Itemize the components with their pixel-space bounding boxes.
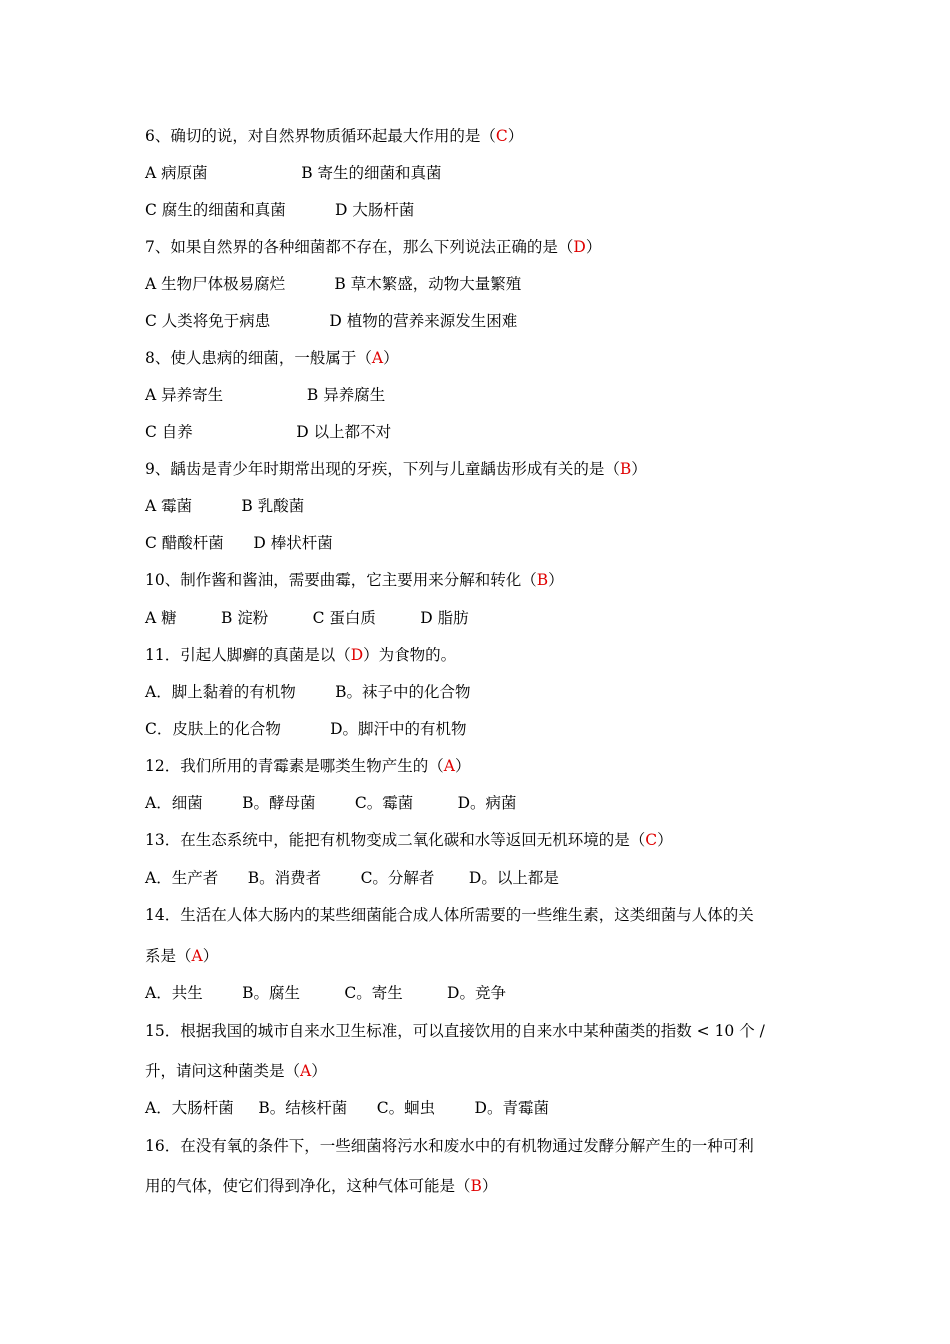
options-11-ab: A．脚上黏着的有机物 B。袜子中的化合物 bbox=[145, 683, 471, 701]
question-16-line1: 16．在没有氧的条件下，一些细菌将污水和废水中的有机物通过发酵分解产生的一种可利 bbox=[145, 1137, 754, 1155]
answer-14: A bbox=[191, 947, 203, 965]
question-14-line1: 14．生活在人体大肠内的某些细菌能合成人体所需要的一些维生素，这类细菌与人体的关 bbox=[145, 906, 754, 924]
options-13: A．生产者 B。消费者 C。分解者 D。以上都是 bbox=[145, 869, 559, 887]
options-7-cd: C 人类将免于病患 D 植物的营养来源发生困难 bbox=[145, 312, 518, 330]
question-15-line1: 15．根据我国的城市自来水卫生标准，可以直接饮用的自来水中某种菌类的指数 < 10 个 / bbox=[145, 1022, 765, 1040]
question-13: 13．在生态系统中，能把有机物变成二氧化碳和水等返回无机环境的是（C） bbox=[145, 831, 673, 849]
answer-12: A bbox=[443, 757, 455, 775]
options-7-ab: A 生物尸体极易腐烂 B 草木繁盛，动物大量繁殖 bbox=[145, 275, 522, 293]
question-7: 7、如果自然界的各种细菌都不存在，那么下列说法正确的是（D） bbox=[145, 238, 602, 256]
question-11: 11．引起人脚癣的真菌是以（D）为食物的。 bbox=[145, 646, 457, 664]
answer-16: B bbox=[470, 1177, 482, 1195]
answer-7: D bbox=[573, 238, 586, 256]
options-10: A 糖 B 淀粉 C 蛋白质 D 脂肪 bbox=[145, 609, 469, 627]
question-8: 8、使人患病的细菌，一般属于（A） bbox=[145, 349, 399, 367]
options-14: A．共生 B。腐生 C。寄生 D。竞争 bbox=[145, 984, 506, 1002]
question-12: 12．我们所用的青霉素是哪类生物产生的（A） bbox=[145, 757, 471, 775]
answer-15: A bbox=[300, 1062, 312, 1080]
options-8-cd: C 自养 D 以上都不对 bbox=[145, 423, 392, 441]
answer-6: C bbox=[495, 127, 508, 145]
options-9-cd: C 醋酸杆菌 D 棒状杆菌 bbox=[145, 534, 333, 552]
question-14-line2: 系是（A） bbox=[145, 947, 219, 965]
answer-11: D bbox=[350, 646, 364, 664]
answer-9: B bbox=[619, 460, 632, 478]
question-6: 6、确切的说，对自然界物质循环起最大作用的是（C） bbox=[145, 127, 524, 145]
answer-13: C bbox=[645, 831, 658, 849]
answer-10: B bbox=[536, 571, 549, 589]
options-6-ab: A 病原菌 B 寄生的细菌和真菌 bbox=[145, 164, 442, 182]
question-16-line2: 用的气体，使它们得到净化，这种气体可能是（B） bbox=[145, 1177, 498, 1195]
options-6-cd: C 腐生的细菌和真菌 D 大肠杆菌 bbox=[145, 201, 415, 219]
answer-8: A bbox=[371, 349, 384, 367]
question-15-line2: 升，请问这种菌类是（A） bbox=[145, 1062, 327, 1080]
options-9-ab: A 霉菌 B 乳酸菌 bbox=[145, 497, 305, 515]
question-10: 10、制作酱和酱油，需要曲霉，它主要用来分解和转化（B） bbox=[145, 571, 564, 589]
options-11-cd: C．皮肤上的化合物 D。脚汗中的有机物 bbox=[145, 720, 467, 738]
options-12: A．细菌 B。酵母菌 C。霉菌 D。病菌 bbox=[145, 794, 517, 812]
question-9: 9、龋齿是青少年时期常出现的牙疾，下列与儿童龋齿形成有关的是（B） bbox=[145, 460, 647, 478]
options-8-ab: A 异养寄生 B 异养腐生 bbox=[145, 386, 386, 404]
options-15: A．大肠杆菌 B。结核杆菌 C。蛔虫 D。青霉菌 bbox=[145, 1099, 549, 1117]
